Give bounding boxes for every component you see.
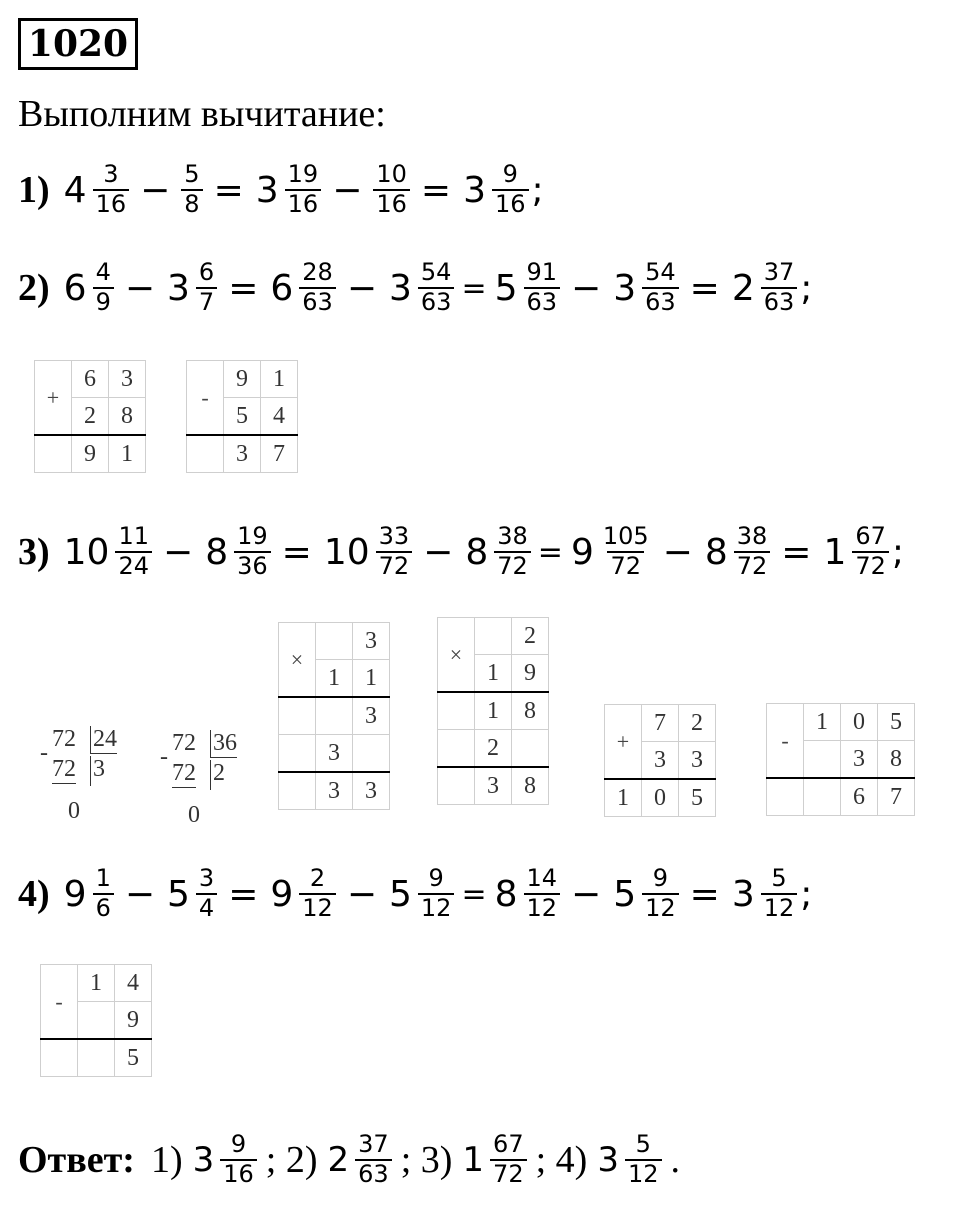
whole-part: 3 — [255, 169, 279, 211]
whole-part: 8 — [494, 873, 518, 915]
operator: = — [781, 531, 812, 573]
operator: − — [124, 267, 156, 309]
mixed-number — [178, 161, 205, 218]
digit-cell — [438, 730, 475, 768]
fraction — [196, 865, 217, 922]
division-remainder: 0 — [188, 802, 200, 828]
fraction — [93, 865, 114, 922]
denominator: 16 — [93, 189, 130, 219]
digit-cell: 3 — [224, 435, 261, 473]
digit-cell — [187, 435, 224, 473]
digit-cell: 5 — [224, 398, 261, 436]
operation-sign: - — [187, 361, 224, 436]
column-addition-63-28 — [34, 360, 146, 473]
digit-cell — [279, 697, 316, 735]
division-subtrahend: 72 — [172, 760, 196, 786]
answer-label: Ответ: — [18, 1139, 135, 1181]
mixed-number — [266, 865, 338, 922]
digit-cell — [804, 778, 841, 816]
fraction — [220, 1131, 257, 1188]
numerator: 11 — [118, 522, 150, 551]
whole-part: 8 — [704, 531, 728, 573]
digit-cell: 3 — [316, 735, 353, 773]
digit-cell: 1 — [78, 965, 115, 1002]
whole-part: 2 — [327, 1140, 350, 1180]
numerator: 6 — [198, 258, 215, 287]
denominator: 4 — [196, 893, 217, 923]
denominator: 6 — [93, 893, 114, 923]
denominator: 63 — [761, 287, 798, 317]
division-quotient: 3 — [90, 756, 105, 786]
digit-cell — [279, 735, 316, 773]
numerator: 10 — [376, 160, 407, 189]
column-multiplication-2-19 — [437, 617, 549, 805]
operation-sign: × — [279, 623, 316, 698]
denominator: 63 — [642, 287, 679, 317]
operator: = — [213, 169, 244, 211]
denominator: 72 — [490, 1159, 527, 1189]
denominator: 12 — [625, 1159, 662, 1189]
numerator: 54 — [420, 258, 452, 287]
problem-2 — [18, 248, 812, 328]
operation-sign: - — [767, 704, 804, 779]
denominator: 12 — [524, 893, 561, 923]
whole-part: 9 — [63, 873, 87, 915]
numerator: 28 — [302, 258, 333, 287]
numerator: 9 — [652, 864, 669, 893]
mixed-number — [60, 865, 117, 922]
operator: − — [571, 873, 602, 915]
digit-cell: 9 — [72, 435, 109, 473]
whole-part: 5 — [389, 873, 412, 915]
fraction — [524, 259, 561, 316]
operation-sign: + — [605, 705, 642, 780]
numerator: 105 — [602, 522, 649, 551]
denominator: 72 — [607, 551, 644, 581]
operation-sign: × — [438, 618, 475, 693]
mixed-number — [385, 865, 457, 922]
numerator: 19 — [287, 160, 319, 189]
digit-cell — [316, 623, 353, 660]
denominator: 72 — [494, 551, 531, 581]
digit-cell: 8 — [512, 767, 549, 805]
intro-text: Выполним вычитание: — [18, 93, 386, 135]
division-minus: - — [160, 744, 168, 770]
numerator: 19 — [237, 522, 268, 551]
mixed-number — [385, 259, 457, 316]
denominator: 63 — [524, 287, 561, 317]
whole-part: 2 — [731, 267, 755, 309]
mixed-number — [370, 161, 413, 218]
division-remainder: 0 — [68, 798, 80, 824]
denominator: 63 — [299, 287, 336, 317]
digit-cell: 1 — [475, 692, 512, 730]
column-addition-72-33 — [604, 704, 716, 817]
mixed-number — [567, 523, 655, 580]
whole-part: 9 — [270, 873, 294, 915]
mixed-number — [701, 523, 773, 580]
fraction — [490, 1131, 527, 1188]
digit-cell — [35, 435, 72, 473]
column-subtraction-91-54 — [186, 360, 298, 473]
numerator: 5 — [771, 864, 787, 893]
mixed-number — [459, 161, 531, 218]
operation-sign: - — [41, 965, 78, 1040]
fraction — [93, 259, 114, 316]
task-number: 1020 — [18, 18, 138, 70]
semicolon: ; — [800, 873, 813, 915]
division-subtrahend: 72 — [52, 756, 76, 782]
whole-part: 5 — [167, 873, 190, 915]
operator: = — [228, 267, 259, 309]
mixed-number — [189, 1131, 260, 1188]
digit-cell: 3 — [353, 623, 390, 660]
digit-cell: 7 — [261, 435, 298, 473]
digit-cell — [78, 1002, 115, 1040]
denominator: 24 — [115, 551, 152, 581]
column-subtraction-105-38 — [766, 703, 915, 816]
answer-line — [18, 1120, 686, 1200]
mixed-number — [458, 1131, 529, 1188]
numerator: 2 — [309, 864, 326, 893]
whole-part: 3 — [597, 1140, 619, 1180]
semicolon: ; — [891, 531, 905, 573]
mixed-number — [60, 523, 155, 580]
digit-cell: 9 — [512, 655, 549, 693]
digit-cell: 1 — [475, 655, 512, 693]
fraction — [299, 259, 336, 316]
whole-part: 3 — [389, 267, 412, 309]
fraction — [196, 259, 217, 316]
fraction — [734, 523, 771, 580]
digit-cell: 3 — [353, 697, 390, 735]
digit-cell: 6 — [841, 778, 878, 816]
division-quotient: 2 — [210, 760, 225, 790]
operator: = — [461, 270, 487, 306]
operation-sign: + — [35, 361, 72, 436]
digit-cell: 3 — [475, 767, 512, 805]
operator: − — [140, 169, 171, 211]
problem-label: 4) — [18, 873, 50, 915]
digit-cell: 1 — [109, 435, 146, 473]
digit-cell: 0 — [841, 704, 878, 741]
denominator: 16 — [492, 189, 529, 219]
fraction — [852, 523, 889, 580]
denominator: 7 — [196, 287, 217, 317]
mixed-number — [163, 259, 220, 316]
mixed-number — [60, 259, 117, 316]
problem-label: 3) — [18, 531, 50, 573]
problem-label: 2) — [18, 267, 50, 309]
mixed-number — [266, 259, 338, 316]
fraction — [355, 1131, 392, 1188]
division-minus: - — [40, 740, 48, 766]
digit-cell: 4 — [115, 965, 152, 1002]
problem-4 — [18, 854, 812, 934]
whole-part: 4 — [63, 169, 87, 211]
numerator: 5 — [184, 160, 200, 189]
whole-part: 10 — [323, 531, 370, 573]
whole-part: 3 — [463, 169, 486, 211]
digit-cell — [78, 1039, 115, 1077]
division-dividend: 72 — [52, 726, 76, 752]
fraction — [93, 161, 130, 218]
denominator: 12 — [418, 893, 455, 923]
fraction — [299, 865, 336, 922]
fraction — [642, 259, 679, 316]
operator: = — [689, 267, 720, 309]
answer-body — [145, 1131, 686, 1188]
digit-cell: 7 — [642, 705, 679, 742]
fraction — [492, 161, 529, 218]
whole-part: 3 — [613, 267, 637, 309]
operator: = — [461, 876, 487, 912]
fraction — [115, 523, 152, 580]
digit-cell: 6 — [72, 361, 109, 398]
digit-cell: 3 — [109, 361, 146, 398]
denominator: 72 — [852, 551, 889, 581]
mixed-number — [324, 1131, 395, 1188]
denominator: 72 — [376, 551, 413, 581]
digit-cell: 4 — [261, 398, 298, 436]
whole-part: 3 — [731, 873, 755, 915]
numerator: 3 — [198, 864, 215, 893]
answer-text: ; 4) — [535, 1139, 588, 1181]
denominator: 16 — [373, 189, 410, 219]
whole-part: 1 — [462, 1140, 485, 1180]
operator: − — [124, 873, 156, 915]
fraction — [600, 523, 652, 580]
operator: − — [346, 873, 377, 915]
digit-cell: 8 — [512, 692, 549, 730]
fraction — [625, 1131, 662, 1188]
division-divisor: 36 — [210, 730, 237, 758]
digit-cell — [767, 778, 804, 816]
column-multiplication-3-11 — [278, 622, 390, 810]
mixed-number — [461, 523, 533, 580]
numerator: 14 — [526, 864, 558, 893]
numerator: 3 — [103, 160, 119, 189]
denominator: 36 — [234, 551, 271, 581]
operator: = — [281, 531, 312, 573]
long-division-72-24 — [40, 726, 150, 836]
denominator: 12 — [642, 893, 679, 923]
fraction — [373, 161, 410, 218]
digit-cell — [279, 772, 316, 810]
digit-cell: 1 — [353, 660, 390, 698]
digit-cell: 9 — [115, 1002, 152, 1040]
division-divisor: 24 — [90, 726, 117, 754]
whole-part: 5 — [613, 873, 637, 915]
whole-part: 5 — [494, 267, 518, 309]
mixed-number — [201, 523, 273, 580]
numerator: 1 — [95, 864, 111, 893]
fraction — [234, 523, 271, 580]
problem-label: 1) — [18, 169, 50, 211]
denominator: 12 — [761, 893, 798, 923]
fraction — [494, 523, 531, 580]
digit-cell — [316, 697, 353, 735]
digit-cell: 3 — [679, 742, 716, 780]
digit-cell: 8 — [878, 741, 915, 779]
operator: = — [228, 873, 259, 915]
answer-text: ; 3) — [400, 1139, 453, 1181]
whole-part: 9 — [570, 531, 594, 573]
whole-part: 6 — [63, 267, 87, 309]
digit-cell: 8 — [109, 398, 146, 436]
digit-cell: 3 — [316, 772, 353, 810]
division-dividend: 72 — [172, 730, 196, 756]
digit-cell: 1 — [804, 704, 841, 741]
digit-cell: 7 — [878, 778, 915, 816]
fraction — [761, 865, 798, 922]
digit-cell: 5 — [878, 704, 915, 741]
mixed-number — [728, 865, 800, 922]
problem-3 — [18, 512, 904, 592]
digit-cell: 2 — [475, 730, 512, 768]
mixed-number — [60, 161, 132, 218]
denominator: 16 — [285, 189, 322, 219]
digit-cell — [438, 767, 475, 805]
mixed-number — [320, 523, 415, 580]
digit-cell: 3 — [841, 741, 878, 779]
numerator: 37 — [358, 1130, 389, 1159]
operator: − — [571, 267, 602, 309]
operator: − — [163, 531, 194, 573]
mixed-number — [728, 259, 800, 316]
whole-part: 1 — [823, 531, 847, 573]
digit-cell — [353, 735, 390, 773]
digit-cell: 5 — [679, 779, 716, 817]
numerator: 38 — [736, 522, 768, 551]
digit-cell — [41, 1039, 78, 1077]
denominator: 12 — [299, 893, 336, 923]
operator: − — [423, 531, 454, 573]
mixed-number — [491, 259, 563, 316]
denominator: 63 — [418, 287, 455, 317]
digit-cell: 2 — [512, 618, 549, 655]
numerator: 54 — [645, 258, 676, 287]
fraction — [181, 161, 202, 218]
mixed-number — [491, 865, 563, 922]
column-subtraction-14-9 — [40, 964, 152, 1077]
denominator: 63 — [355, 1159, 392, 1189]
mixed-number — [609, 865, 681, 922]
fraction — [524, 865, 561, 922]
digit-cell: 1 — [261, 361, 298, 398]
digit-cell — [475, 618, 512, 655]
fraction — [376, 523, 413, 580]
fraction — [642, 865, 679, 922]
semicolon: ; — [800, 267, 813, 309]
fraction — [418, 259, 455, 316]
numerator: 67 — [855, 522, 886, 551]
digit-cell: 9 — [224, 361, 261, 398]
digit-cell: 1 — [605, 779, 642, 817]
numerator: 9 — [502, 160, 518, 189]
operator: − — [662, 531, 693, 573]
operator: − — [332, 169, 363, 211]
digit-cell — [512, 730, 549, 768]
denominator: 72 — [734, 551, 771, 581]
numerator: 5 — [635, 1130, 651, 1159]
mixed-number — [819, 523, 891, 580]
digit-cell — [804, 741, 841, 779]
mixed-number — [593, 1131, 664, 1188]
whole-part: 8 — [465, 531, 489, 573]
fraction — [761, 259, 798, 316]
operator: = — [689, 873, 720, 915]
digit-cell: 2 — [72, 398, 109, 436]
whole-part: 3 — [192, 1140, 215, 1180]
denominator: 8 — [181, 189, 202, 219]
fraction — [418, 865, 455, 922]
numerator: 9 — [428, 864, 444, 893]
mixed-number — [163, 865, 220, 922]
answer-text: 1) — [150, 1139, 183, 1181]
fraction — [285, 161, 322, 218]
whole-part: 3 — [167, 267, 190, 309]
denominator: 9 — [93, 287, 114, 317]
numerator: 91 — [526, 258, 558, 287]
whole-part: 10 — [63, 531, 110, 573]
numerator: 4 — [95, 258, 111, 287]
digit-cell: 2 — [679, 705, 716, 742]
operator: = — [537, 534, 563, 570]
digit-cell: 1 — [316, 660, 353, 698]
problem-1 — [18, 150, 544, 230]
digit-cell: 3 — [642, 742, 679, 780]
mixed-number — [252, 161, 324, 218]
answer-text: ; 2) — [265, 1139, 318, 1181]
semicolon: ; — [531, 169, 544, 211]
whole-part: 8 — [205, 531, 229, 573]
digit-cell — [438, 692, 475, 730]
mixed-number — [609, 259, 681, 316]
answer-text: . — [670, 1139, 680, 1181]
long-division-72-36 — [160, 730, 270, 840]
operator: = — [420, 169, 452, 211]
numerator: 33 — [378, 522, 410, 551]
digit-cell: 0 — [642, 779, 679, 817]
numerator: 38 — [497, 522, 528, 551]
digit-cell: 3 — [353, 772, 390, 810]
numerator: 67 — [493, 1130, 524, 1159]
numerator: 9 — [230, 1130, 247, 1159]
denominator: 16 — [220, 1159, 257, 1189]
numerator: 37 — [763, 258, 795, 287]
whole-part: 6 — [270, 267, 294, 309]
operator: − — [346, 267, 377, 309]
digit-cell: 5 — [115, 1039, 152, 1077]
